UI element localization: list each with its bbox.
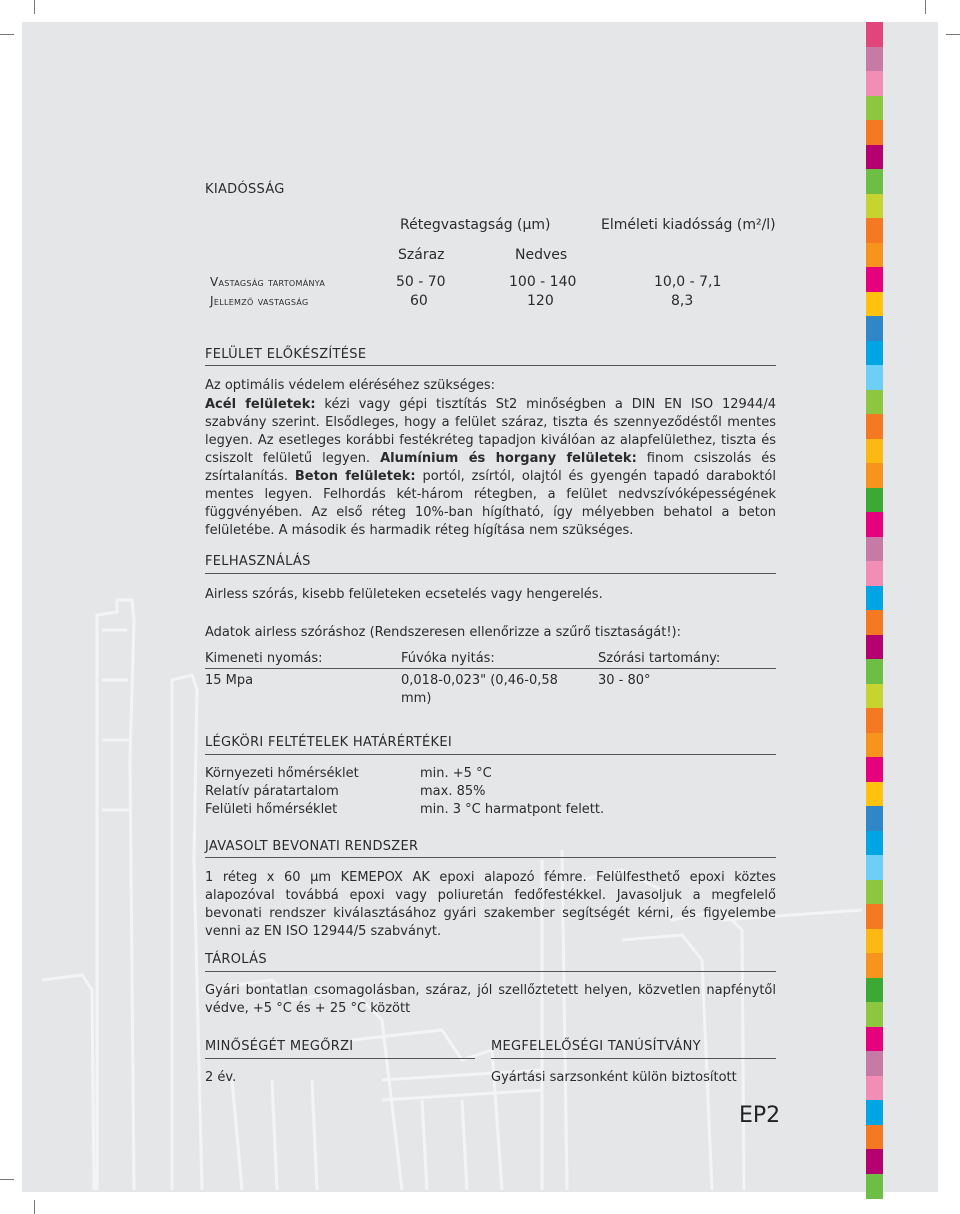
stripe-segment xyxy=(866,512,883,537)
stripe-segment xyxy=(866,243,883,268)
stripe-segment xyxy=(866,22,883,47)
row-label: Jellemző vastagság xyxy=(210,294,309,308)
condition-value: min. 3 °C harmatpont felett. xyxy=(420,802,605,817)
color-stripe xyxy=(866,22,883,1192)
crop-mark xyxy=(925,0,926,14)
beton-text: portól, zsírtól, olajtól és gyengén tapadó daraboktól mentes legyen. Felhordás két-három rétegben, a felület nedvszívóképességének függvényében. Az első réteg 10%-ban hígítható, így mélyebben behatol a beton felületébe. A második és harmadik réteg hígítása nem szükséges. xyxy=(205,469,776,538)
stripe-segment xyxy=(866,757,883,782)
section-rule xyxy=(205,971,776,972)
section-heading-tarolas: TÁROLÁS xyxy=(205,952,267,967)
section-rule xyxy=(205,857,776,858)
stripe-segment xyxy=(866,120,883,145)
stripe-segment xyxy=(866,1076,883,1101)
stripe-segment xyxy=(866,267,883,292)
section-heading-felhasznalas: FELHASZNÁLÁS xyxy=(205,554,311,569)
stripe-segment xyxy=(866,439,883,464)
section-heading-legkori: LÉGKÖRI FELTÉTELEK HATÁRÉRTÉKEI xyxy=(205,735,452,750)
stripe-segment xyxy=(866,194,883,219)
stripe-segment xyxy=(866,733,883,758)
section-rule xyxy=(205,754,776,755)
row-value-dry: 50 - 70 xyxy=(396,274,446,290)
stripe-segment xyxy=(866,831,883,856)
condition-value: min. +5 °C xyxy=(420,766,492,781)
stripe-segment xyxy=(866,684,883,709)
stripe-segment xyxy=(866,1100,883,1125)
column-header-thickness: Rétegvastagság (µm) xyxy=(400,217,551,233)
acel-label: Acél felületek: xyxy=(205,397,316,412)
product-code: EP2 xyxy=(739,1103,781,1128)
section-heading-minoseg: MINŐSÉGÉT MEGŐRZI xyxy=(205,1039,354,1054)
stripe-segment xyxy=(866,463,883,488)
felhasznalas-text: Airless szórás, kisebb felületeken ecsetelés vagy hengerelés. xyxy=(205,587,603,602)
section-rule xyxy=(205,1058,475,1059)
section-heading-javasolt: JAVASOLT BEVONATI RENDSZER xyxy=(205,839,419,854)
stripe-segment xyxy=(866,1125,883,1150)
row-label: Vastagság tartománya xyxy=(210,275,326,289)
minoseg-value: 2 év. xyxy=(205,1070,237,1085)
stripe-segment xyxy=(866,292,883,317)
stripe-segment xyxy=(866,488,883,513)
stripe-segment xyxy=(866,635,883,660)
airless-col-range: Szórási tartomány: xyxy=(598,651,721,666)
javasolt-text: 1 réteg x 60 µm KEMEPOX AK epoxi alapozó fémre. Felülfesthető epoxi köztes alapozóval továbbá epoxi vagy poliuretán fedőfestékkel. Javasoljuk a megfelelő bevonati rendszer kiválasztásához gyári szakember segítségét kérni, és figyelembe venni az EN ISO 12944/5 szabványt. xyxy=(205,870,776,939)
condition-value: max. 85% xyxy=(420,784,486,799)
column-header-yield: Elméleti kiadósság (m²/l) xyxy=(601,217,776,233)
stripe-segment xyxy=(866,1002,883,1027)
stripe-segment xyxy=(866,904,883,929)
alu-text: finom csiszolás és zsírtalanítás. xyxy=(205,451,776,484)
stripe-segment xyxy=(866,855,883,880)
stripe-segment xyxy=(866,218,883,243)
felulet-body xyxy=(205,396,776,540)
stripe-segment xyxy=(866,1149,883,1174)
stripe-segment xyxy=(866,880,883,905)
stripe-segment xyxy=(866,929,883,954)
condition-label: Relatív páratartalom xyxy=(205,784,339,799)
section-heading-kiadossag: KIADÓSSÁG xyxy=(205,182,285,197)
stripe-segment xyxy=(866,1174,883,1199)
megfelelo-value: Gyártási sarzsonként külön biztosított xyxy=(491,1070,737,1085)
crop-mark xyxy=(34,1200,35,1214)
row-value-yield: 8,3 xyxy=(671,293,694,309)
subheader-dry: Száraz xyxy=(398,247,445,263)
stripe-segment xyxy=(866,365,883,390)
tarolas-text: Gyári bontatlan csomagolásban, száraz, jól szellőztetett helyen, közvetlen napfénytől védve, +5 °C és + 25 °C között xyxy=(205,983,776,1016)
section-rule xyxy=(205,573,776,574)
stripe-segment xyxy=(866,586,883,611)
section-rule xyxy=(205,365,776,366)
alu-label: Alumínium és horgany felületek: xyxy=(380,451,637,466)
beton-label: Beton felületek: xyxy=(294,469,416,484)
stripe-segment xyxy=(866,659,883,684)
airless-val-pressure: 15 Mpa xyxy=(205,673,254,688)
crop-mark xyxy=(0,1179,14,1180)
felulet-intro: Az optimális védelem eléréséhez szükséges: xyxy=(205,378,496,393)
stripe-segment xyxy=(866,47,883,72)
stripe-segment xyxy=(866,169,883,194)
row-value-wet: 120 xyxy=(527,293,554,309)
stripe-segment xyxy=(866,145,883,170)
stripe-segment xyxy=(866,953,883,978)
stripe-segment xyxy=(866,561,883,586)
stripe-segment xyxy=(866,96,883,121)
condition-label: Felületi hőmérséklet xyxy=(205,802,338,817)
airless-col-pressure: Kimeneti nyomás: xyxy=(205,651,323,666)
stripe-segment xyxy=(866,414,883,439)
stripe-segment xyxy=(866,71,883,96)
subheader-wet: Nedves xyxy=(515,247,568,263)
airless-val-nozzle: 0,018-0,023" (0,46-0,58 mm) xyxy=(401,673,558,706)
row-value-dry: 60 xyxy=(410,293,428,309)
section-rule xyxy=(491,1058,776,1059)
row-value-wet: 100 - 140 xyxy=(509,274,577,290)
table-rule xyxy=(205,668,776,669)
crop-mark xyxy=(34,0,35,14)
stripe-segment xyxy=(866,1051,883,1076)
stripe-segment xyxy=(866,537,883,562)
stripe-segment xyxy=(866,782,883,807)
section-heading-megfelelo: MEGFELELŐSÉGI TANÚSÍTVÁNY xyxy=(491,1039,701,1054)
stripe-segment xyxy=(866,1027,883,1052)
stripe-segment xyxy=(866,341,883,366)
crop-mark xyxy=(0,34,14,35)
stripe-segment xyxy=(866,806,883,831)
airless-col-nozzle: Fúvóka nyitás: xyxy=(401,651,495,666)
acel-text: kézi vagy gépi tisztítás St2 minőségben a DIN EN ISO 12944/4 szabvány szerint. Elsődleges, hogy a felület száraz, tiszta és szennyeződéstől mentes legyen. Az esetleges korábbi festékréteg tapadjon kiválóan az alapfelülethez, tiszta és csiszolt felületű legyen. xyxy=(205,397,776,466)
airless-val-range: 30 - 80° xyxy=(598,673,651,688)
airless-title: Adatok airless szóráshoz (Rendszeresen ellenőrizze a szűrő tisztaságát!): xyxy=(205,625,681,640)
section-heading-felulet: FELÜLET ELŐKÉSZÍTÉSE xyxy=(205,347,367,362)
stripe-segment xyxy=(866,390,883,415)
crop-mark xyxy=(946,34,960,35)
row-value-yield: 10,0 - 7,1 xyxy=(654,274,722,290)
stripe-segment xyxy=(866,978,883,1003)
stripe-segment xyxy=(866,708,883,733)
stripe-segment xyxy=(866,316,883,341)
stripe-segment xyxy=(866,610,883,635)
condition-label: Környezeti hőmérséklet xyxy=(205,766,359,781)
